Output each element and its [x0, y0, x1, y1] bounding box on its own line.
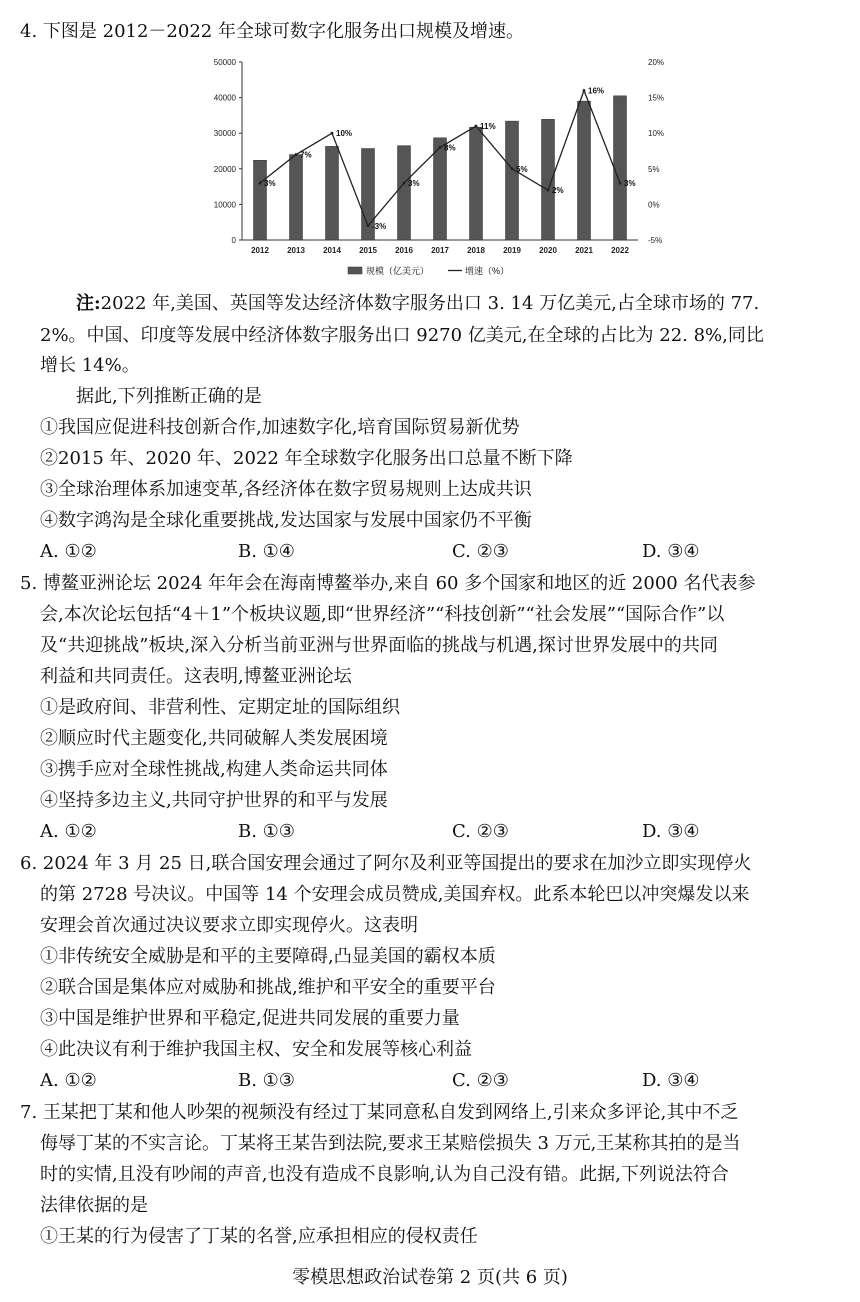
q5-item-4: ④坚持多边主义,共同守护世界的和平与发展 — [40, 790, 388, 811]
growth-point — [439, 146, 442, 149]
bar-2013 — [290, 155, 303, 240]
q7-stem-line-4: 法律依据的是 — [40, 1195, 148, 1216]
y-right-tick-label: 10% — [648, 129, 665, 139]
legend-line-label: 增速（%） — [465, 266, 510, 276]
y-left-tick-label: 50000 — [213, 58, 236, 67]
q5-option-a[interactable]: A. ①② — [40, 821, 97, 842]
y-right-tick-label: 5% — [648, 164, 660, 174]
q5-stem-line-3: 及“共迎挑战”板块,深入分析当前亚洲与世界面临的挑战与机遇,探讨世界发展中的共同 — [40, 635, 718, 656]
q4-item-1: ①我国应促进科技创新合作,加速数字化,培育国际贸易新优势 — [40, 417, 520, 438]
x-tick-label: 2012 — [251, 246, 269, 255]
q4-note-label: 注: — [76, 293, 101, 314]
q5-item-3: ③携手应对全球性挑战,构建人类命运共同体 — [40, 759, 388, 780]
growth-point — [367, 224, 370, 227]
y-right-tick-label: 0% — [648, 200, 660, 210]
growth-data-label: 2% — [552, 186, 564, 196]
q5-item-1: ①是政府间、非营利性、定期定址的国际组织 — [40, 697, 400, 718]
legend-bar-label: 规模（亿美元） — [366, 266, 430, 276]
q5-item-2: ②顺应时代主题变化,共同破解人类发展困境 — [40, 728, 388, 749]
legend-bar-swatch — [348, 267, 362, 274]
q5-stem-line-4: 利益和共同责任。这表明,博鳌亚洲论坛 — [40, 666, 352, 687]
y-left-tick-label: 10000 — [213, 200, 236, 210]
q6-item-2: ②联合国是集体应对威胁和挑战,维护和平安全的重要平台 — [40, 977, 496, 998]
growth-point — [511, 167, 514, 170]
bar-2018 — [470, 127, 483, 240]
q4-note-line-3: 增长 14%。 — [40, 355, 140, 376]
q5-option-c[interactable]: C. ②③ — [452, 821, 509, 842]
q4-option-b[interactable]: B. ①④ — [238, 541, 295, 562]
bar-2017 — [434, 138, 447, 240]
bar-2014 — [326, 146, 339, 240]
q6-item-1: ①非传统安全威胁是和平的主要障碍,凸显美国的霸权本质 — [40, 946, 496, 967]
y-right-tick-label: -5% — [648, 236, 663, 245]
q6-stem-line-3: 安理会首次通过决议要求立即实现停火。这表明 — [40, 915, 418, 936]
growth-data-label: 3% — [408, 179, 420, 189]
q4-chart — [190, 52, 680, 284]
bar-2012 — [254, 160, 267, 240]
growth-data-label: 3% — [264, 179, 276, 189]
x-tick-label: 2020 — [539, 246, 557, 255]
y-right-tick-label: 20% — [648, 58, 665, 67]
q4-option-a[interactable]: A. ①② — [40, 541, 97, 562]
q6-option-c[interactable]: C. ②③ — [452, 1070, 509, 1091]
q7-stem-line-1: 7. 王某把丁某和他人吵架的视频没有经过丁某同意私自发到网络上,引来众多评论,其中不乏 — [20, 1102, 739, 1123]
x-tick-label: 2015 — [359, 246, 377, 255]
x-tick-label: 2013 — [287, 246, 305, 255]
q6-item-4: ④此决议有利于维护我国主权、安全和发展等核心利益 — [40, 1039, 472, 1060]
y-left-tick-label: 20000 — [213, 164, 236, 174]
growth-point — [295, 153, 298, 156]
growth-data-label: -3% — [372, 221, 387, 231]
q4-item-2: ②2015 年、2020 年、2022 年全球数字化服务出口总量不断下降 — [40, 448, 573, 469]
q6-option-d[interactable]: D. ③④ — [642, 1070, 700, 1091]
y-left-tick-label: 30000 — [213, 129, 236, 139]
q4-prompt: 据此,下列推断正确的是 — [76, 386, 262, 407]
q5-stem-line-2: 会,本次论坛包括“4＋1”个板块议题,即“世界经济”“科技创新”“社会发展”“国际合作”以 — [40, 604, 725, 625]
y-left-tick-label: 40000 — [213, 93, 236, 103]
growth-point — [619, 182, 622, 185]
q4-note-line-2: 2%。中国、印度等发展中经济体数字服务出口 9270 亿美元,在全球的占比为 22. 8%,同比 — [40, 325, 764, 346]
growth-data-label: 3% — [624, 179, 636, 189]
y-right-tick-label: 15% — [648, 93, 665, 103]
growth-point — [331, 132, 334, 135]
q5-stem-line-1: 5. 博鳌亚洲论坛 2024 年年会在海南博鳌举办,来自 60 多个国家和地区的近 2000 名代表参 — [20, 573, 756, 594]
bar-2019 — [506, 121, 519, 240]
q7-stem-line-3: 时的实情,且没有吵闹的声音,也没有造成不良影响,认为自己没有错。此据,下列说法符合 — [40, 1164, 729, 1185]
q7-item-1: ①王某的行为侵害了丁某的名誉,应承担相应的侵权责任 — [40, 1226, 478, 1247]
growth-data-label: 7% — [300, 150, 312, 160]
growth-point — [475, 125, 478, 128]
growth-point — [259, 182, 262, 185]
growth-data-label: 11% — [480, 122, 496, 132]
x-tick-label: 2016 — [395, 246, 413, 255]
growth-data-label: 16% — [588, 86, 605, 96]
q4-option-d[interactable]: D. ③④ — [642, 541, 700, 562]
q6-stem-line-1: 6. 2024 年 3 月 25 日,联合国安理会通过了阿尔及利亚等国提出的要求在加沙立即实现停火 — [20, 853, 752, 874]
q4-item-4: ④数字鸿沟是全球化重要挑战,发达国家与发展中国家仍不平衡 — [40, 510, 532, 531]
x-tick-label: 2014 — [323, 246, 341, 255]
x-tick-label: 2017 — [431, 246, 449, 255]
q5-option-b[interactable]: B. ①③ — [238, 821, 295, 842]
q7-stem-line-2: 侮辱丁某的不实言论。丁某将王某告到法院,要求王某赔偿损失 3 万元,王某称其拍的是当 — [40, 1133, 741, 1154]
bar-2022 — [614, 96, 627, 240]
growth-data-label: 10% — [336, 129, 353, 139]
growth-data-label: 5% — [516, 164, 528, 174]
page-footer: 零模思想政治试卷第 2 页(共 6 页) — [292, 1267, 568, 1288]
bar-2020 — [542, 119, 555, 240]
growth-data-label: 8% — [444, 143, 456, 153]
q4-item-3: ③全球治理体系加速变革,各经济体在数字贸易规则上达成共识 — [40, 479, 532, 500]
q6-option-a[interactable]: A. ①② — [40, 1070, 97, 1091]
x-tick-label: 2021 — [575, 246, 593, 255]
y-left-tick-label: 0 — [231, 236, 236, 245]
growth-point — [547, 189, 550, 192]
q6-item-3: ③中国是维护世界和平稳定,促进共同发展的重要力量 — [40, 1008, 460, 1029]
x-tick-label: 2018 — [467, 246, 485, 255]
q6-option-b[interactable]: B. ①③ — [238, 1070, 295, 1091]
q5-option-d[interactable]: D. ③④ — [642, 821, 700, 842]
growth-point — [583, 89, 586, 92]
growth-point — [403, 182, 406, 185]
q4-stem: 4. 下图是 2012－2022 年全球可数字化服务出口规模及增速。 — [20, 21, 524, 42]
q4-option-c[interactable]: C. ②③ — [452, 541, 509, 562]
x-tick-label: 2022 — [611, 246, 629, 255]
x-tick-label: 2019 — [503, 246, 521, 255]
q4-note-text-1: 2022 年,美国、英国等发达经济体数字服务出口 3. 14 万亿美元,占全球市场的 77. — [100, 293, 760, 314]
q6-stem-line-2: 的第 2728 号决议。中国等 14 个安理会成员赞成,美国弃权。此系本轮巴以冲突爆发以来 — [40, 884, 750, 905]
bar-2016 — [398, 146, 411, 240]
bar-2021 — [578, 101, 591, 240]
q4-note-line-1 — [76, 292, 759, 316]
